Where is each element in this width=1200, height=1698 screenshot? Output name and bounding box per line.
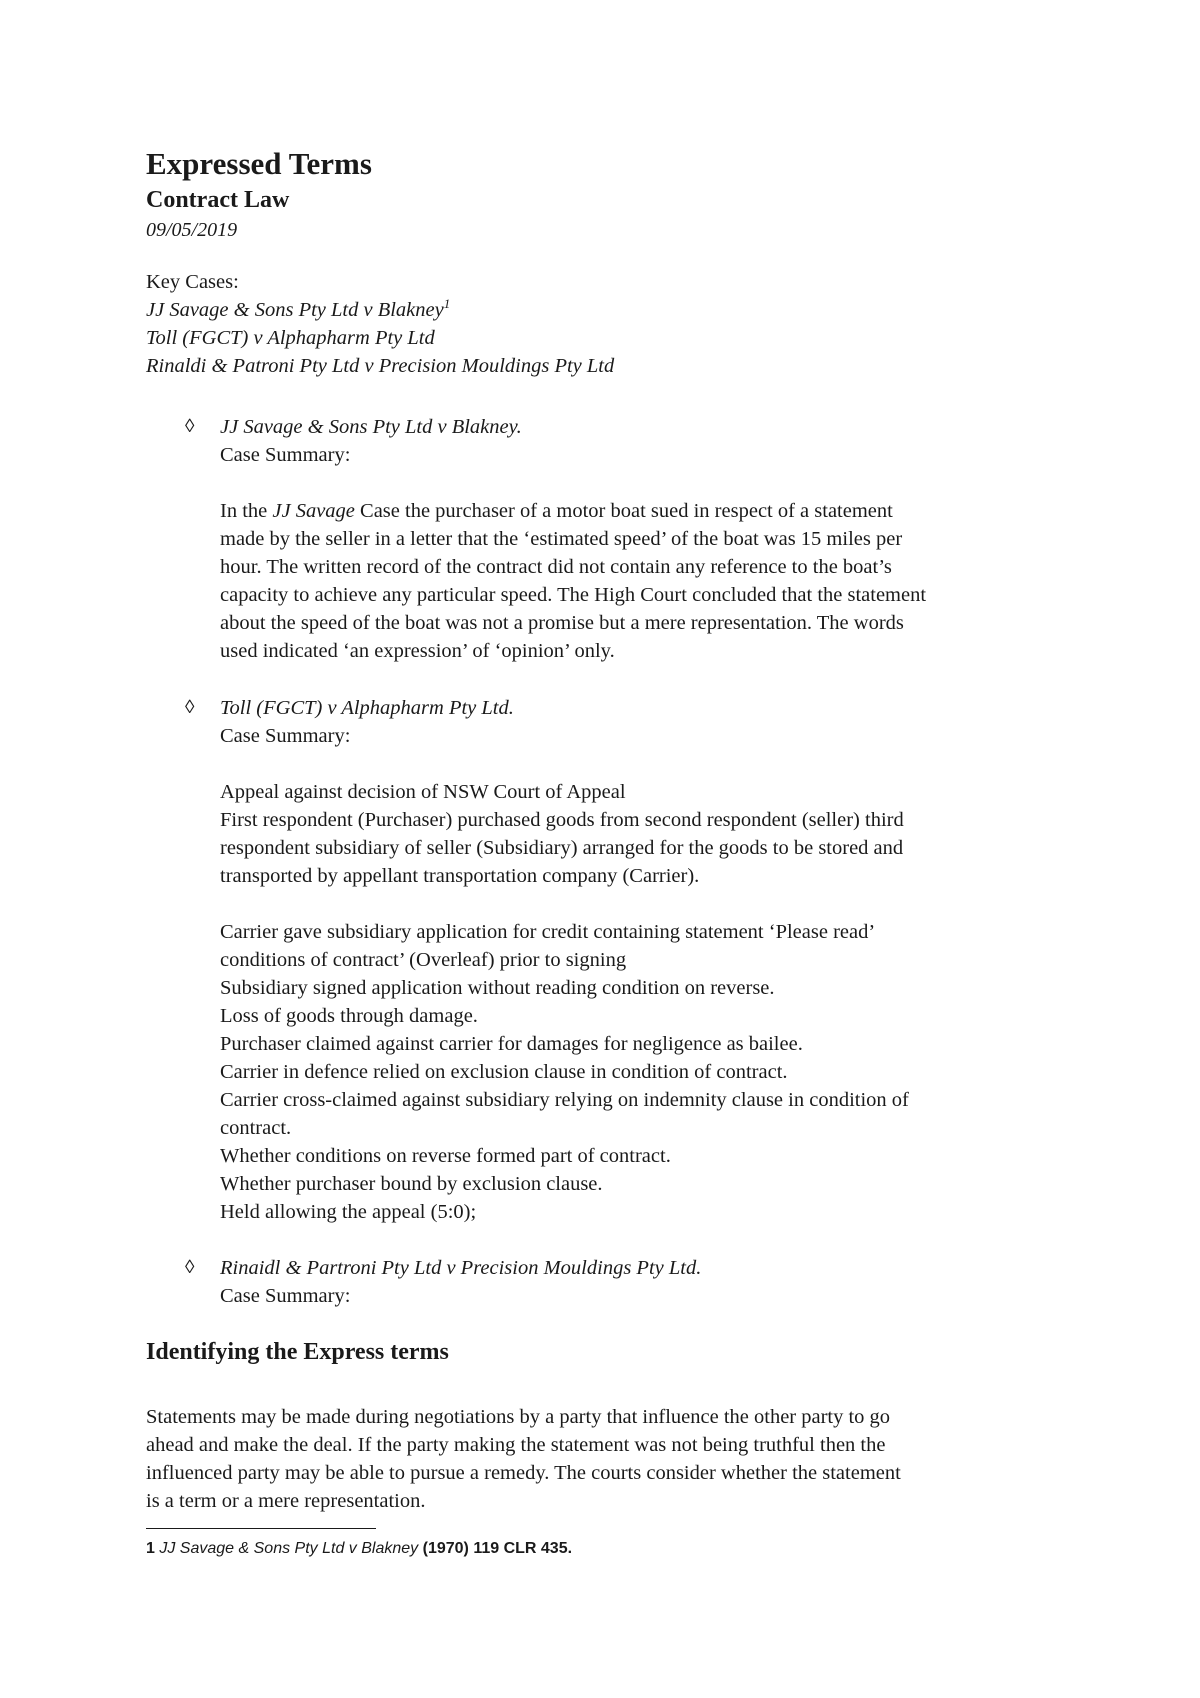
footnote-case-name: JJ Savage & Sons Pty Ltd v Blakney	[159, 1540, 419, 1557]
case-paragraph-line: about the speed of the boat was not a promise but a mere representation. The words	[220, 612, 904, 634]
key-case-item: Rinaldi & Patroni Pty Ltd v Precision Mouldings Pty Ltd	[146, 355, 615, 377]
case-heading: JJ Savage & Sons Pty Ltd v Blakney.	[220, 416, 522, 438]
key-cases-label: Key Cases:	[146, 271, 239, 293]
case-paragraph-line: made by the seller in a letter that the ‘estimated speed’ of the boat was 15 miles per	[220, 528, 903, 550]
case-heading: Rinaidl & Partroni Pty Ltd v Precision Mouldings Pty Ltd.	[220, 1257, 702, 1279]
paragraph-line: ahead and make the deal. If the party making the statement was not being truthful then the	[146, 1434, 886, 1456]
diamond-bullet-icon: ◊	[185, 416, 195, 437]
paragraph-line: influenced party may be able to pursue a remedy. The courts consider whether the statement	[146, 1462, 901, 1484]
section-paragraph	[146, 1403, 901, 1515]
case-name-inline: JJ Savage	[272, 500, 355, 522]
footnote-citation: (1970) 119 CLR 435.	[418, 1540, 573, 1557]
case-detail-line: Carrier cross-claimed against subsidiary relying on indemnity clause in condition of	[220, 1089, 909, 1111]
case-detail-line: Loss of goods through damage.	[220, 1005, 478, 1027]
paragraph-line: is a term or a mere representation.	[146, 1490, 426, 1512]
footnote-divider	[146, 1528, 376, 1529]
case-heading: Toll (FGCT) v Alphapharm Pty Ltd.	[220, 697, 514, 719]
case-detail-line: transported by appellant transportation company (Carrier).	[220, 865, 700, 887]
case-detail-line: contract.	[220, 1117, 292, 1139]
case-summary-block	[220, 1254, 701, 1310]
document-title: Expressed Terms	[146, 146, 372, 181]
case-paragraph-line: In the JJ Savage Case the purchaser of a motor boat sued in respect of a statement	[220, 500, 893, 522]
case-summary-block	[220, 413, 926, 665]
footnote-number: 1	[146, 1540, 155, 1557]
key-case-item: Toll (FGCT) v Alphapharm Pty Ltd	[146, 327, 435, 349]
case-detail-line: Whether conditions on reverse formed part of contract.	[220, 1145, 671, 1167]
case-paragraph-line: hour. The written record of the contract did not contain any reference to the boat’s	[220, 556, 892, 578]
case-detail-line: Carrier in defence relied on exclusion clause in condition of contract.	[220, 1061, 788, 1083]
case-summary-block	[220, 694, 909, 1226]
case-summary-label: Case Summary:	[220, 444, 351, 466]
document-subtitle: Contract Law	[146, 187, 290, 213]
footnote-ref[interactable]: 1	[443, 296, 451, 311]
case-detail-line: Subsidiary signed application without reading condition on reverse.	[220, 977, 775, 999]
case-paragraph-line: capacity to achieve any particular speed. The High Court concluded that the statement	[220, 584, 927, 606]
key-cases-list	[146, 268, 614, 380]
case-detail-line: conditions of contract’ (Overleaf) prior to signing	[220, 949, 627, 971]
key-case-item: JJ Savage & Sons Pty Ltd v Blakney$^1$	[146, 296, 451, 321]
document-date: 09/05/2019	[146, 219, 238, 241]
diamond-bullet-icon: ◊	[185, 697, 195, 718]
diamond-bullet-icon: ◊	[185, 1257, 195, 1278]
section-heading: Identifying the Express terms	[146, 1339, 449, 1365]
paragraph-line: Statements may be made during negotiations by a party that influence the other party to go	[146, 1406, 891, 1428]
case-detail-line: respondent subsidiary of seller (Subsidiary) arranged for the goods to be stored and	[220, 837, 904, 859]
case-detail-line: First respondent (Purchaser) purchased goods from second respondent (seller) third	[220, 809, 904, 831]
case-paragraph-line: used indicated ‘an expression’ of ‘opinion’ only.	[220, 640, 615, 662]
case-summary-label: Case Summary:	[220, 725, 351, 747]
case-detail-line: Held allowing the appeal (5:0);	[220, 1201, 477, 1223]
footnote	[146, 1539, 572, 1559]
case-detail-line: Carrier gave subsidiary application for credit containing statement ‘Please read’	[220, 921, 876, 943]
case-summary-label: Case Summary:	[220, 1285, 351, 1307]
case-detail-line: Appeal against decision of NSW Court of Appeal	[220, 781, 626, 803]
case-detail-line: Whether purchaser bound by exclusion clause.	[220, 1173, 603, 1195]
case-detail-line: Purchaser claimed against carrier for damages for negligence as bailee.	[220, 1033, 803, 1055]
